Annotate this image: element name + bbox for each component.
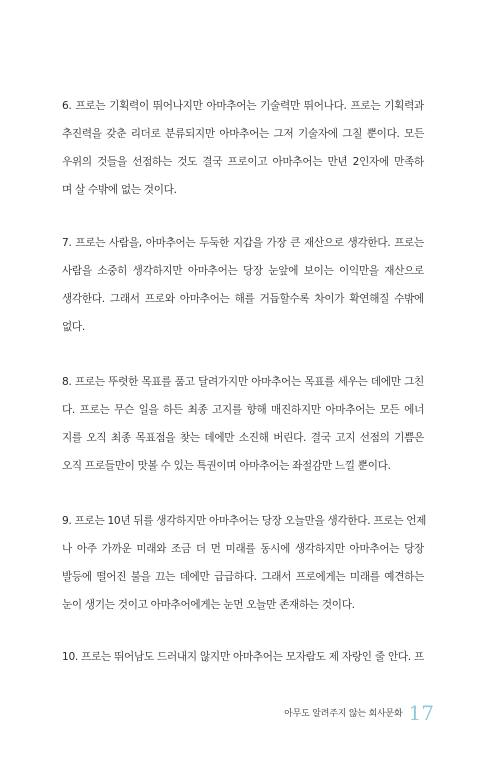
text-line: 없다. [62, 321, 85, 333]
running-footer-title: 아무도 알려주지 않는 회사문화 [284, 709, 403, 719]
text-line: 생각한다. 그래서 프로와 아마추어는 해를 거듭할수록 차이가 확연해질 수밖에 [62, 293, 424, 305]
text-line: 다. 프로는 무슨 일을 하든 최종 고지를 향해 매진하지만 아마추어는 모든 에너 [62, 404, 424, 416]
paragraph-10 [62, 643, 424, 671]
page-footer [284, 703, 434, 723]
text-line: 10. 프로는 뛰어남도 드러내지 않지만 아마추어는 모자람도 제 자랑인 줄 안다. 프 [62, 651, 424, 663]
text-line: 8. 프로는 뚜렷한 목표를 품고 달려가지만 아마추어는 목표를 세우는 데에만 그친 [62, 376, 424, 388]
text-line: 6. 프로는 기획력이 뛰어나지만 아마추어는 기술력만 뛰어나다. 프로는 기획력과 [62, 100, 424, 112]
text-line: 9. 프로는 10년 뒤를 생각하지만 아마추어는 당장 오늘만을 생각한다. 프로는 언제 [62, 515, 427, 527]
text-line: 지를 오직 최종 목표점을 찾는 데에만 소진해 버린다. 결국 고지 선점의 기쁨은 [62, 432, 424, 444]
text-line: 우위의 것들을 선점하는 것도 결국 프로이고 아마추어는 만년 2인자에 만족하 [62, 156, 424, 168]
text-line: 7. 프로는 사람을, 아마추어는 두둑한 지갑을 가장 큰 재산으로 생각한다. 프로는 [62, 237, 424, 249]
text-line: 발등에 떨어진 불을 끄는 데에만 급급하다. 그래서 프로에게는 미래를 예견하는 [62, 571, 424, 583]
text-line: 나 아주 가까운 미래와 조금 더 먼 미래를 동시에 생각하지만 아마추어는 당장 [62, 543, 424, 555]
text-line: 오직 프로들만이 맛볼 수 있는 특권이며 아마추어는 좌절감만 느낄 뿐이다. [62, 460, 391, 472]
text-line: 추진력을 갖춘 리더로 분류되지만 아마추어는 그저 기술자에 그칠 뿐이다. 모든 [62, 128, 424, 140]
paragraph-7 [62, 229, 424, 341]
paragraph-9 [62, 507, 427, 619]
paragraph-6 [62, 92, 424, 204]
text-line: 사람을 소중히 생각하지만 아마추어는 당장 눈앞에 보이는 이익만을 재산으로 [62, 265, 424, 277]
page-number: 17 [408, 701, 434, 725]
text-line: 며 살 수밖에 없는 것이다. [62, 184, 177, 196]
paragraph-8 [62, 368, 424, 480]
text-line: 눈이 생기는 것이고 아마추어에게는 눈먼 오늘만 존재하는 것이다. [62, 599, 355, 611]
